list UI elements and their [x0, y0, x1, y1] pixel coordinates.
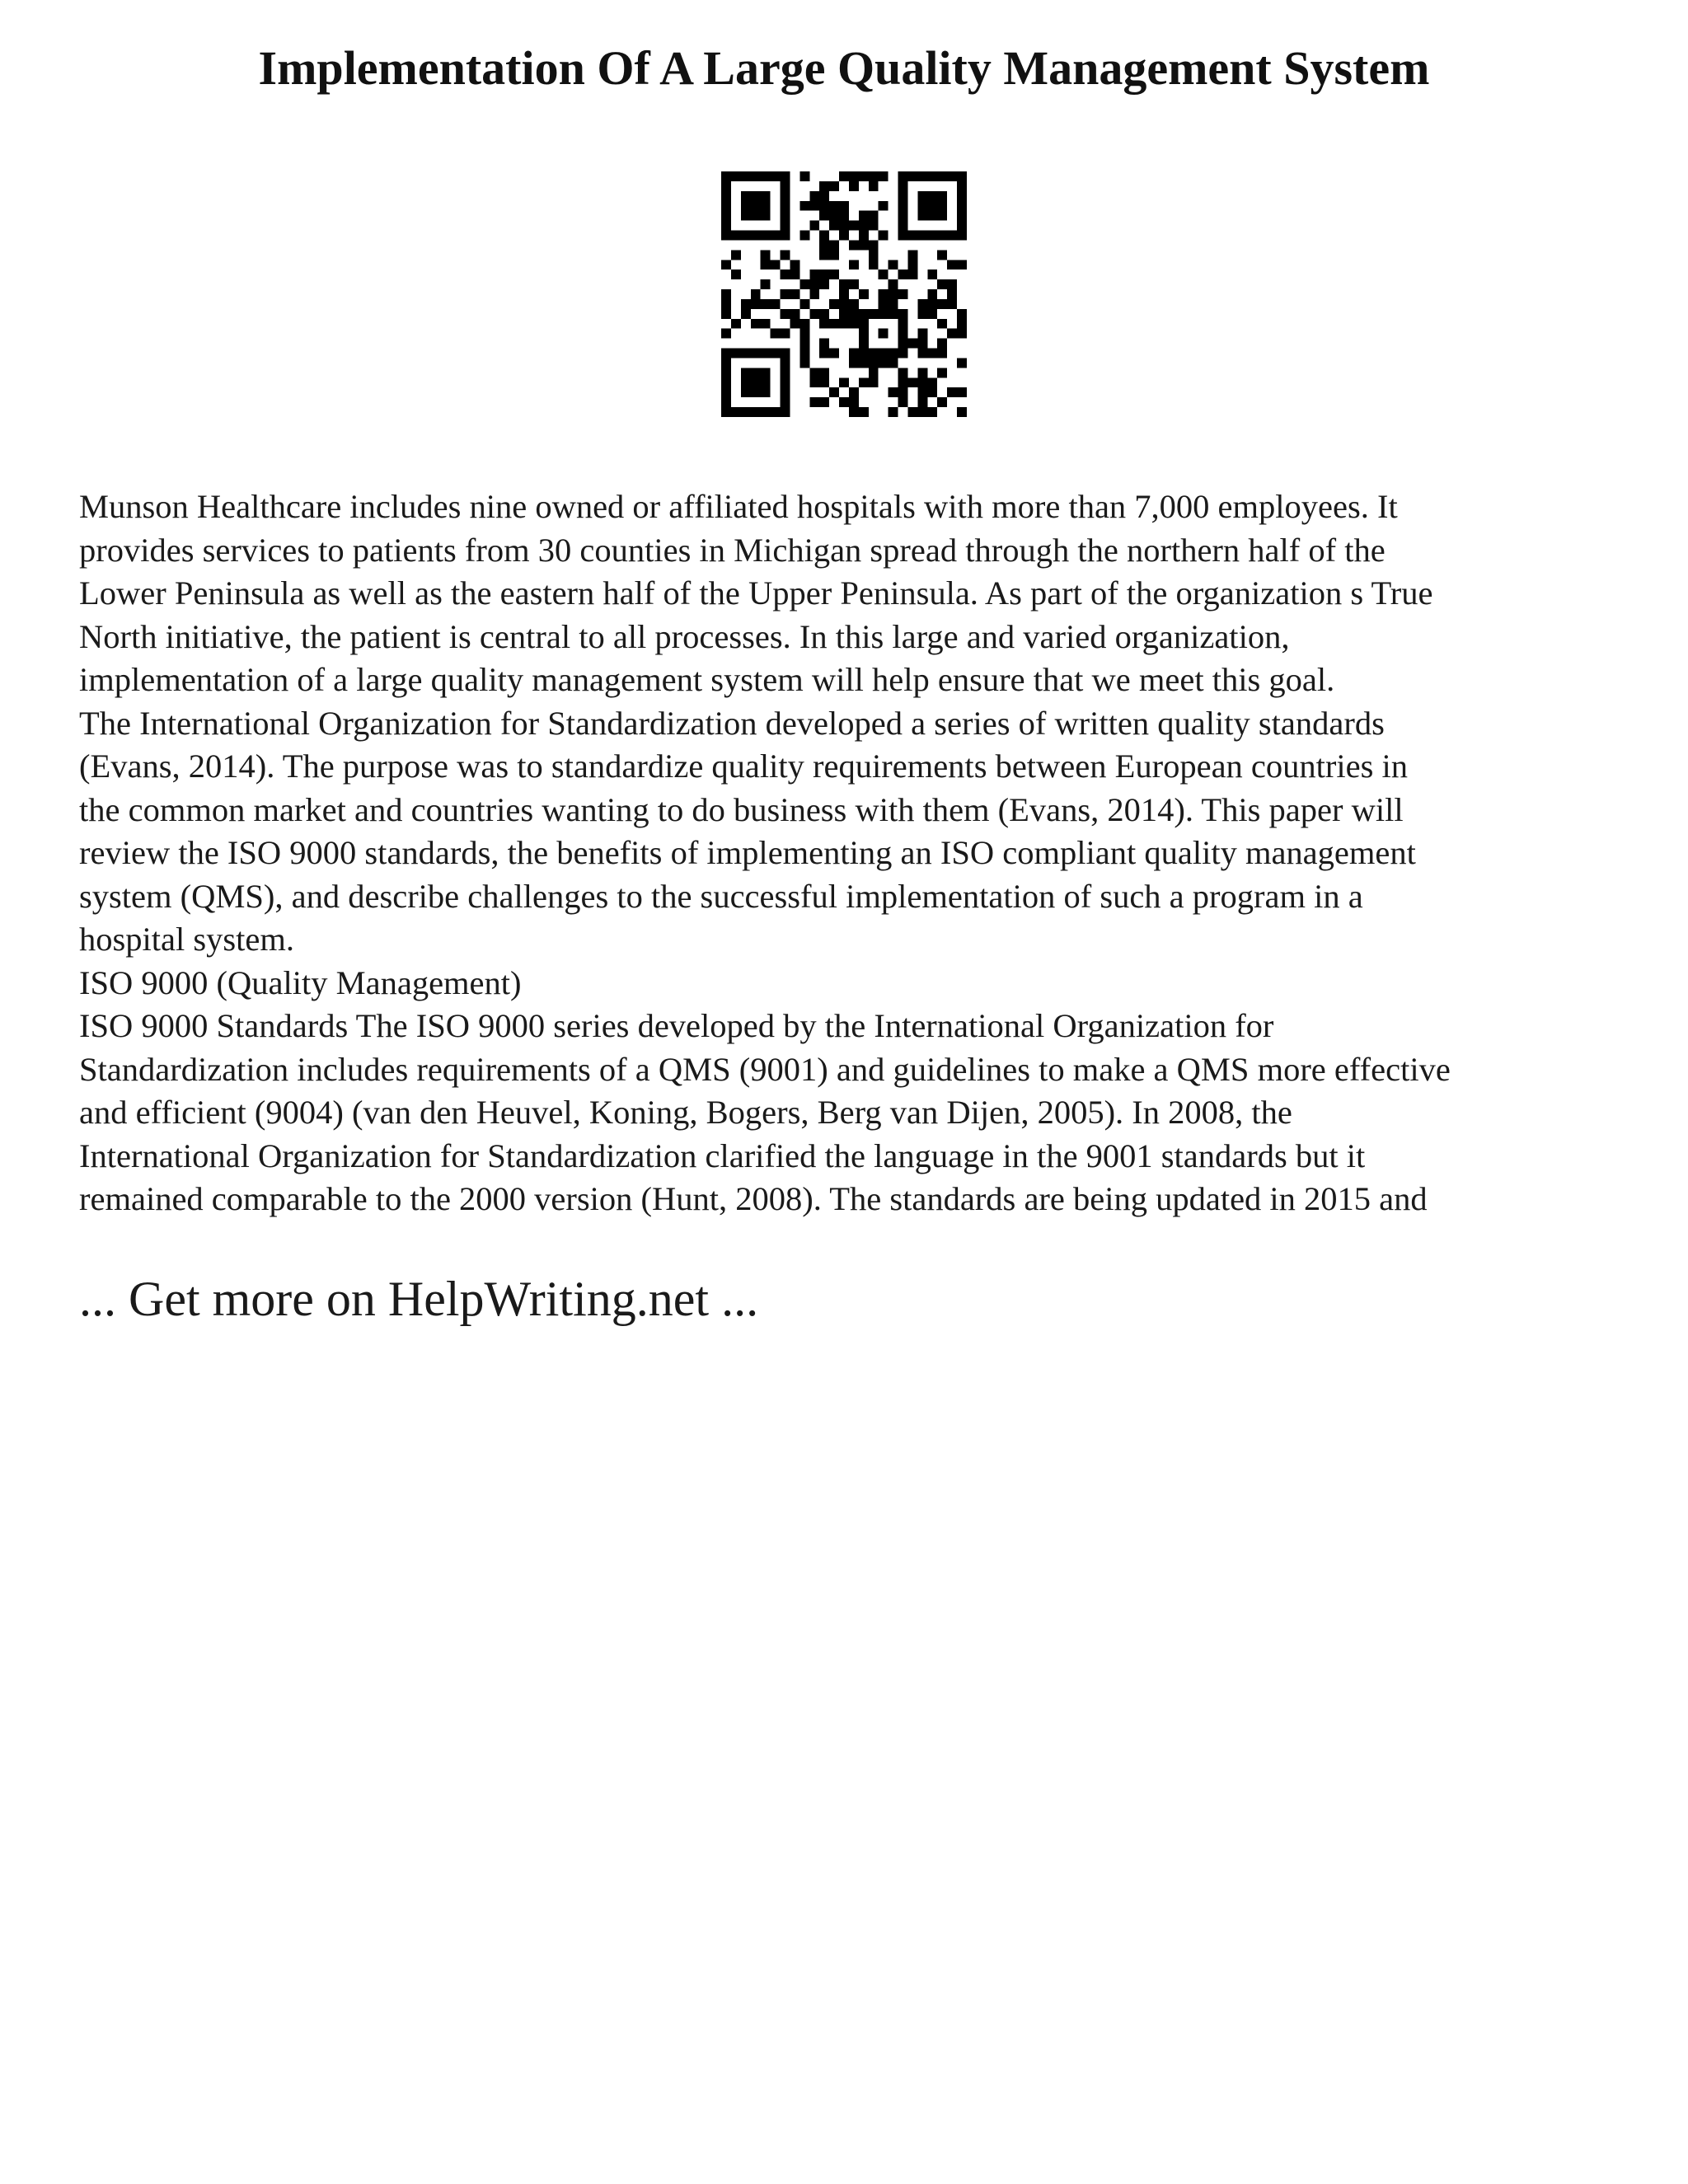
body-line: The International Organization for Standardization developed a series of written quality standards [79, 704, 1385, 742]
get-more-link[interactable]: ... Get more on HelpWriting.net ... [79, 1272, 759, 1326]
body-line: review the ISO 9000 standards, the benefits of implementing an ISO compliant quality management [79, 834, 1416, 871]
body-text [79, 485, 1629, 1221]
document-title: Implementation Of A Large Quality Management System [258, 41, 1430, 95]
body-line: hospital system. [79, 921, 294, 958]
body-line: provides services to patients from 30 counties in Michigan spread through the northern half of the [79, 531, 1386, 569]
body-line: North initiative, the patient is central to all processes. In this large and varied organization, [79, 617, 1290, 655]
body-line: remained comparable to the 2000 version (Hunt, 2008). The standards are being updated in 2015 and [79, 1180, 1428, 1217]
body-line: (Evans, 2014). The purpose was to standardize quality requirements between European countries in [79, 748, 1409, 785]
body-line: system (QMS), and describe challenges to the successful implementation of such a program in a [79, 877, 1363, 915]
body-line: Munson Healthcare includes nine owned or affiliated hospitals with more than 7,000 employees. It [79, 488, 1398, 525]
body-line: implementation of a large quality management system will help ensure that we meet this goal. [79, 661, 1335, 698]
body-line: and efficient (9004) (van den Heuvel, Koning, Bogers, Berg van Dijen, 2005). In 2008, the [79, 1094, 1292, 1131]
body-line: Standardization includes requirements of a QMS (9001) and guidelines to make a QMS more effective [79, 1050, 1451, 1088]
body-line: Lower Peninsula as well as the eastern half of the Upper Peninsula. As part of the organization s True [79, 574, 1433, 612]
section-heading: ISO 9000 (Quality Management) [79, 963, 522, 1001]
qr-code-icon [721, 171, 967, 417]
body-line: the common market and countries wanting to do business with them (Evans, 2014). This paper will [79, 790, 1404, 828]
body-line: ISO 9000 Standards The ISO 9000 series developed by the International Organization for [79, 1007, 1274, 1044]
body-line: International Organization for Standardization clarified the language in the 9001 standards but it [79, 1137, 1366, 1174]
